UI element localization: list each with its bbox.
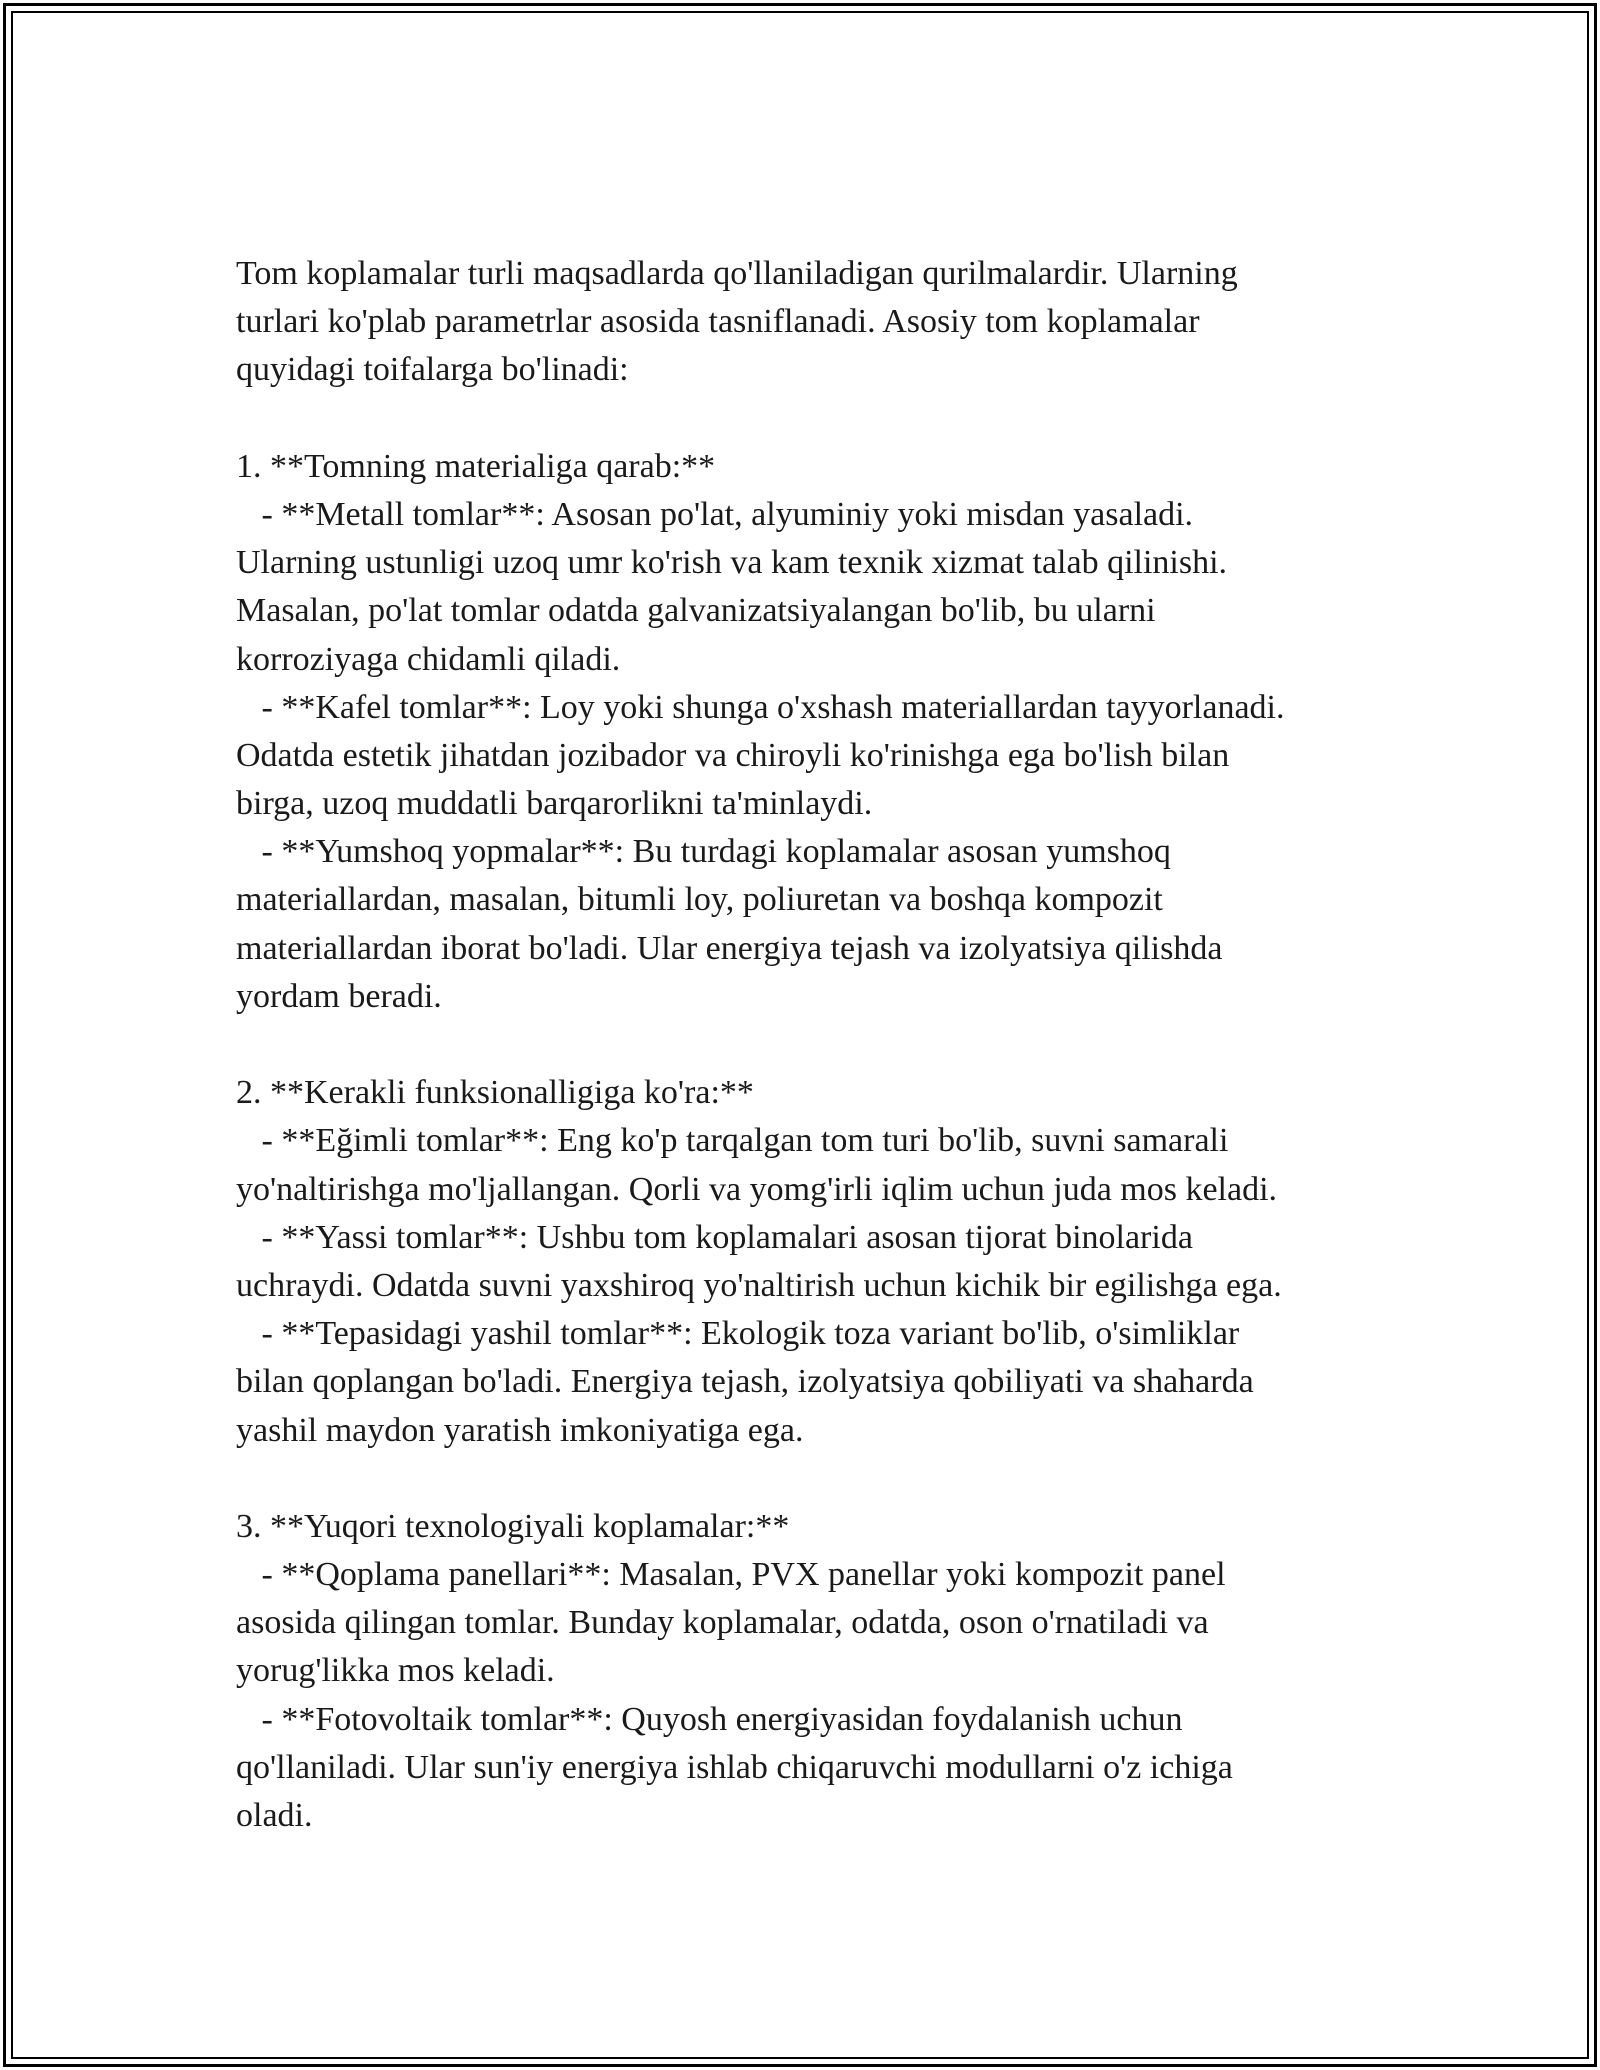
text-line: - **Yassi tomlar**: Ushbu tom koplamalari asosan tijorat binolarida [236, 1218, 1193, 1256]
text-line: 2. **Kerakli funksionalligiga ko'ra:** [236, 1074, 754, 1112]
text-line: 1. **Tomning materialiga qarab:** [236, 447, 716, 485]
text-line: materiallardan iborat bo'ladi. Ular energiya tejash va izolyatsiya qilishda [236, 929, 1223, 967]
text-line: - **Qoplama panellari**: Masalan, PVX panellar yoki kompozit panel [236, 1556, 1226, 1594]
text-line: uchraydi. Odatda suvni yaxshiroq yo'naltirish uchun kichik bir egilishga ega. [236, 1266, 1282, 1304]
text-line: Tom koplamalar turli maqsadlarda qo'llaniladigan qurilmalardir. Ularning [236, 255, 1238, 292]
text-line: bilan qoplangan bo'ladi. Energiya tejash, izolyatsiya qobiliyati va shaharda [236, 1363, 1254, 1401]
text-line: - **Eğimli tomlar**: Eng ko'p tarqalgan tom turi bo'lib, suvni samarali [236, 1122, 1229, 1160]
text-line: birga, uzoq muddatli barqarorlikni ta'minlaydi. [236, 785, 873, 823]
blank-line [236, 1455, 1396, 1503]
text-line: 3. **Yuqori texnologiyali koplamalar:** [236, 1507, 790, 1545]
text-line: korroziyaga chidamli qiladi. [236, 640, 621, 678]
text-line: oladi. [236, 1797, 313, 1834]
blank-line [236, 1021, 1396, 1069]
text-line: yordam beradi. [236, 977, 442, 1015]
text-line: quyidagi toifalarga bo'linadi: [236, 351, 629, 389]
text-line: - **Metall tomlar**: Asosan po'lat, alyuminiy yoki misdan yasaladi. [236, 495, 1194, 533]
text-line: asosida qilingan tomlar. Bunday koplamalar, odatda, oson o'rnatiladi va [236, 1604, 1209, 1642]
text-line: - **Fotovoltaik tomlar**: Quyosh energiyasidan foydalanish uchun [236, 1700, 1183, 1738]
text-line: yo'naltirishga mo'ljallangan. Qorli va yomg'irli iqlim uchun juda mos keladi. [236, 1170, 1278, 1208]
text-line: qo'llaniladi. Ular sun'iy energiya ishlab chiqaruvchi modullarni o'z ichiga [236, 1748, 1233, 1786]
text-line: - **Yumshoq yopmalar**: Bu turdagi koplamalar asosan yumshoq [236, 833, 1171, 871]
text-line: materiallardan, masalan, bitumli loy, poliuretan va boshqa kompozit [236, 881, 1163, 919]
blank-line [236, 395, 1396, 443]
text-line: Odatda estetik jihatdan jozibador va chiroyli ko'rinishga ega bo'lish bilan [236, 736, 1230, 774]
text-line: Ularning ustunligi uzoq umr ko'rish va kam texnik xizmat talab qilinishi. [236, 544, 1228, 582]
text-line: - **Kafel tomlar**: Loy yoki shunga o'xshash materiallardan tayyorlanadi. [236, 688, 1285, 726]
text-line: yashil maydon yaratish imkoniyatiga ega. [236, 1411, 804, 1449]
text-line: Masalan, po'lat tomlar odatda galvanizatsiyalangan bo'lib, bu ularni [236, 592, 1156, 630]
text-line: turlari ko'plab parametrlar asosida tasniflanadi. Asosiy tom koplamalar [236, 303, 1200, 341]
text-line: - **Tepasidagi yashil tomlar**: Ekologik toza variant bo'lib, o'simliklar [236, 1315, 1240, 1353]
document-body [236, 250, 1396, 1840]
text-line: yorug'likka mos keladi. [236, 1652, 555, 1690]
